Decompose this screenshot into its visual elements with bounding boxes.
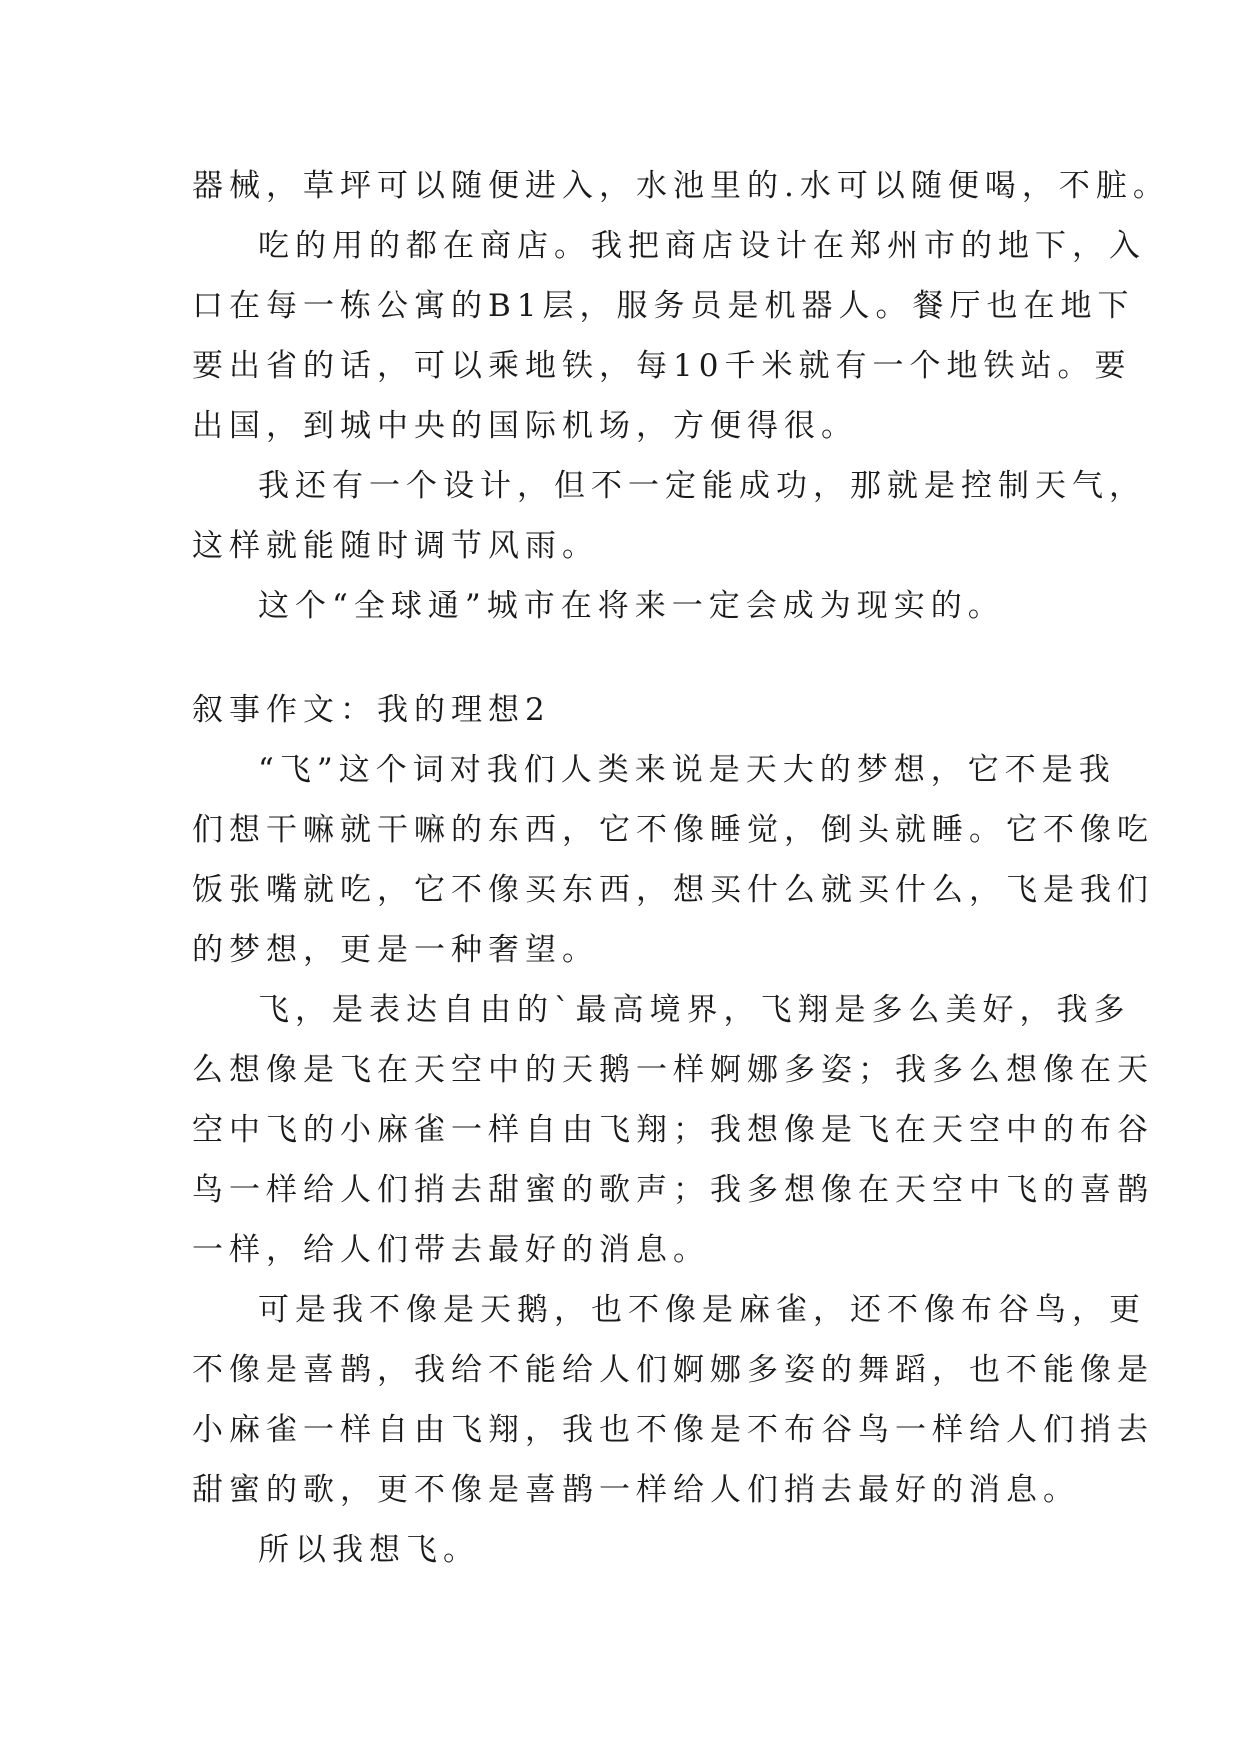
paragraph-line: 小麻雀一样自由飞翔，我也不像是不布谷鸟一样给人们捎去 xyxy=(192,1412,1154,1448)
paragraph-line: 的梦想，更是一种奢望。 xyxy=(192,932,599,968)
paragraph-line: 们想干嘛就干嘛的东西，它不像睡觉，倒头就睡。它不像吃 xyxy=(192,812,1154,848)
paragraph-line: 所以我想飞。 xyxy=(258,1532,480,1568)
paragraph-line: 空中飞的小麻雀一样自由飞翔；我想像是飞在天空中的布谷 xyxy=(192,1112,1154,1148)
paragraph-line: 要出省的话，可以乘地铁，每10千米就有一个地铁站。要 xyxy=(192,348,1132,384)
paragraph-line: 不像是喜鹊，我给不能给人们婀娜多姿的舞蹈，也不能像是 xyxy=(192,1352,1154,1388)
paragraph-line: 饭张嘴就吃，它不像买东西，想买什么就买什么，飞是我们 xyxy=(192,872,1154,908)
section-city-design xyxy=(192,156,1170,636)
paragraph-line: 口在每一栋公寓的B1层，服务员是机器人。餐厅也在地下 xyxy=(192,288,1135,324)
section-my-dream xyxy=(192,680,1154,1580)
paragraph-line: “飞”这个词对我们人类来说是天大的梦想，它不是我 xyxy=(258,752,1116,788)
paragraph-line: 一样，给人们带去最好的消息。 xyxy=(192,1232,710,1268)
paragraph-line: 飞，是表达自由的`最高境界，飞翔是多么美好，我多 xyxy=(258,992,1131,1028)
paragraph-line: 甜蜜的歌，更不像是喜鹊一样给人们捎去最好的消息。 xyxy=(192,1472,1080,1508)
paragraph-line: 可是我不像是天鹅，也不像是麻雀，还不像布谷鸟，更 xyxy=(258,1292,1146,1328)
essay-title: 叙事作文：我的理想2 xyxy=(192,692,551,728)
paragraph-line: 鸟一样给人们捎去甜蜜的歌声；我多想像在天空中飞的喜鹊 xyxy=(192,1172,1154,1208)
paragraph-line: 出国，到城中央的国际机场，方便得很。 xyxy=(192,408,858,444)
paragraph-line: 吃的用的都在商店。我把商店设计在郑州市的地下，入 xyxy=(258,228,1146,264)
paragraph-line: 这个“全球通”城市在将来一定会成为现实的。 xyxy=(258,588,1005,624)
paragraph-line: 么想像是飞在天空中的天鹅一样婀娜多姿；我多么想像在天 xyxy=(192,1052,1154,1088)
paragraph-line: 我还有一个设计，但不一定能成功，那就是控制天气， xyxy=(258,468,1146,504)
paragraph-line: 器械，草坪可以随便进入，水池里的.水可以随便喝，不脏。 xyxy=(192,168,1170,204)
paragraph-line: 这样就能随时调节风雨。 xyxy=(192,528,599,564)
